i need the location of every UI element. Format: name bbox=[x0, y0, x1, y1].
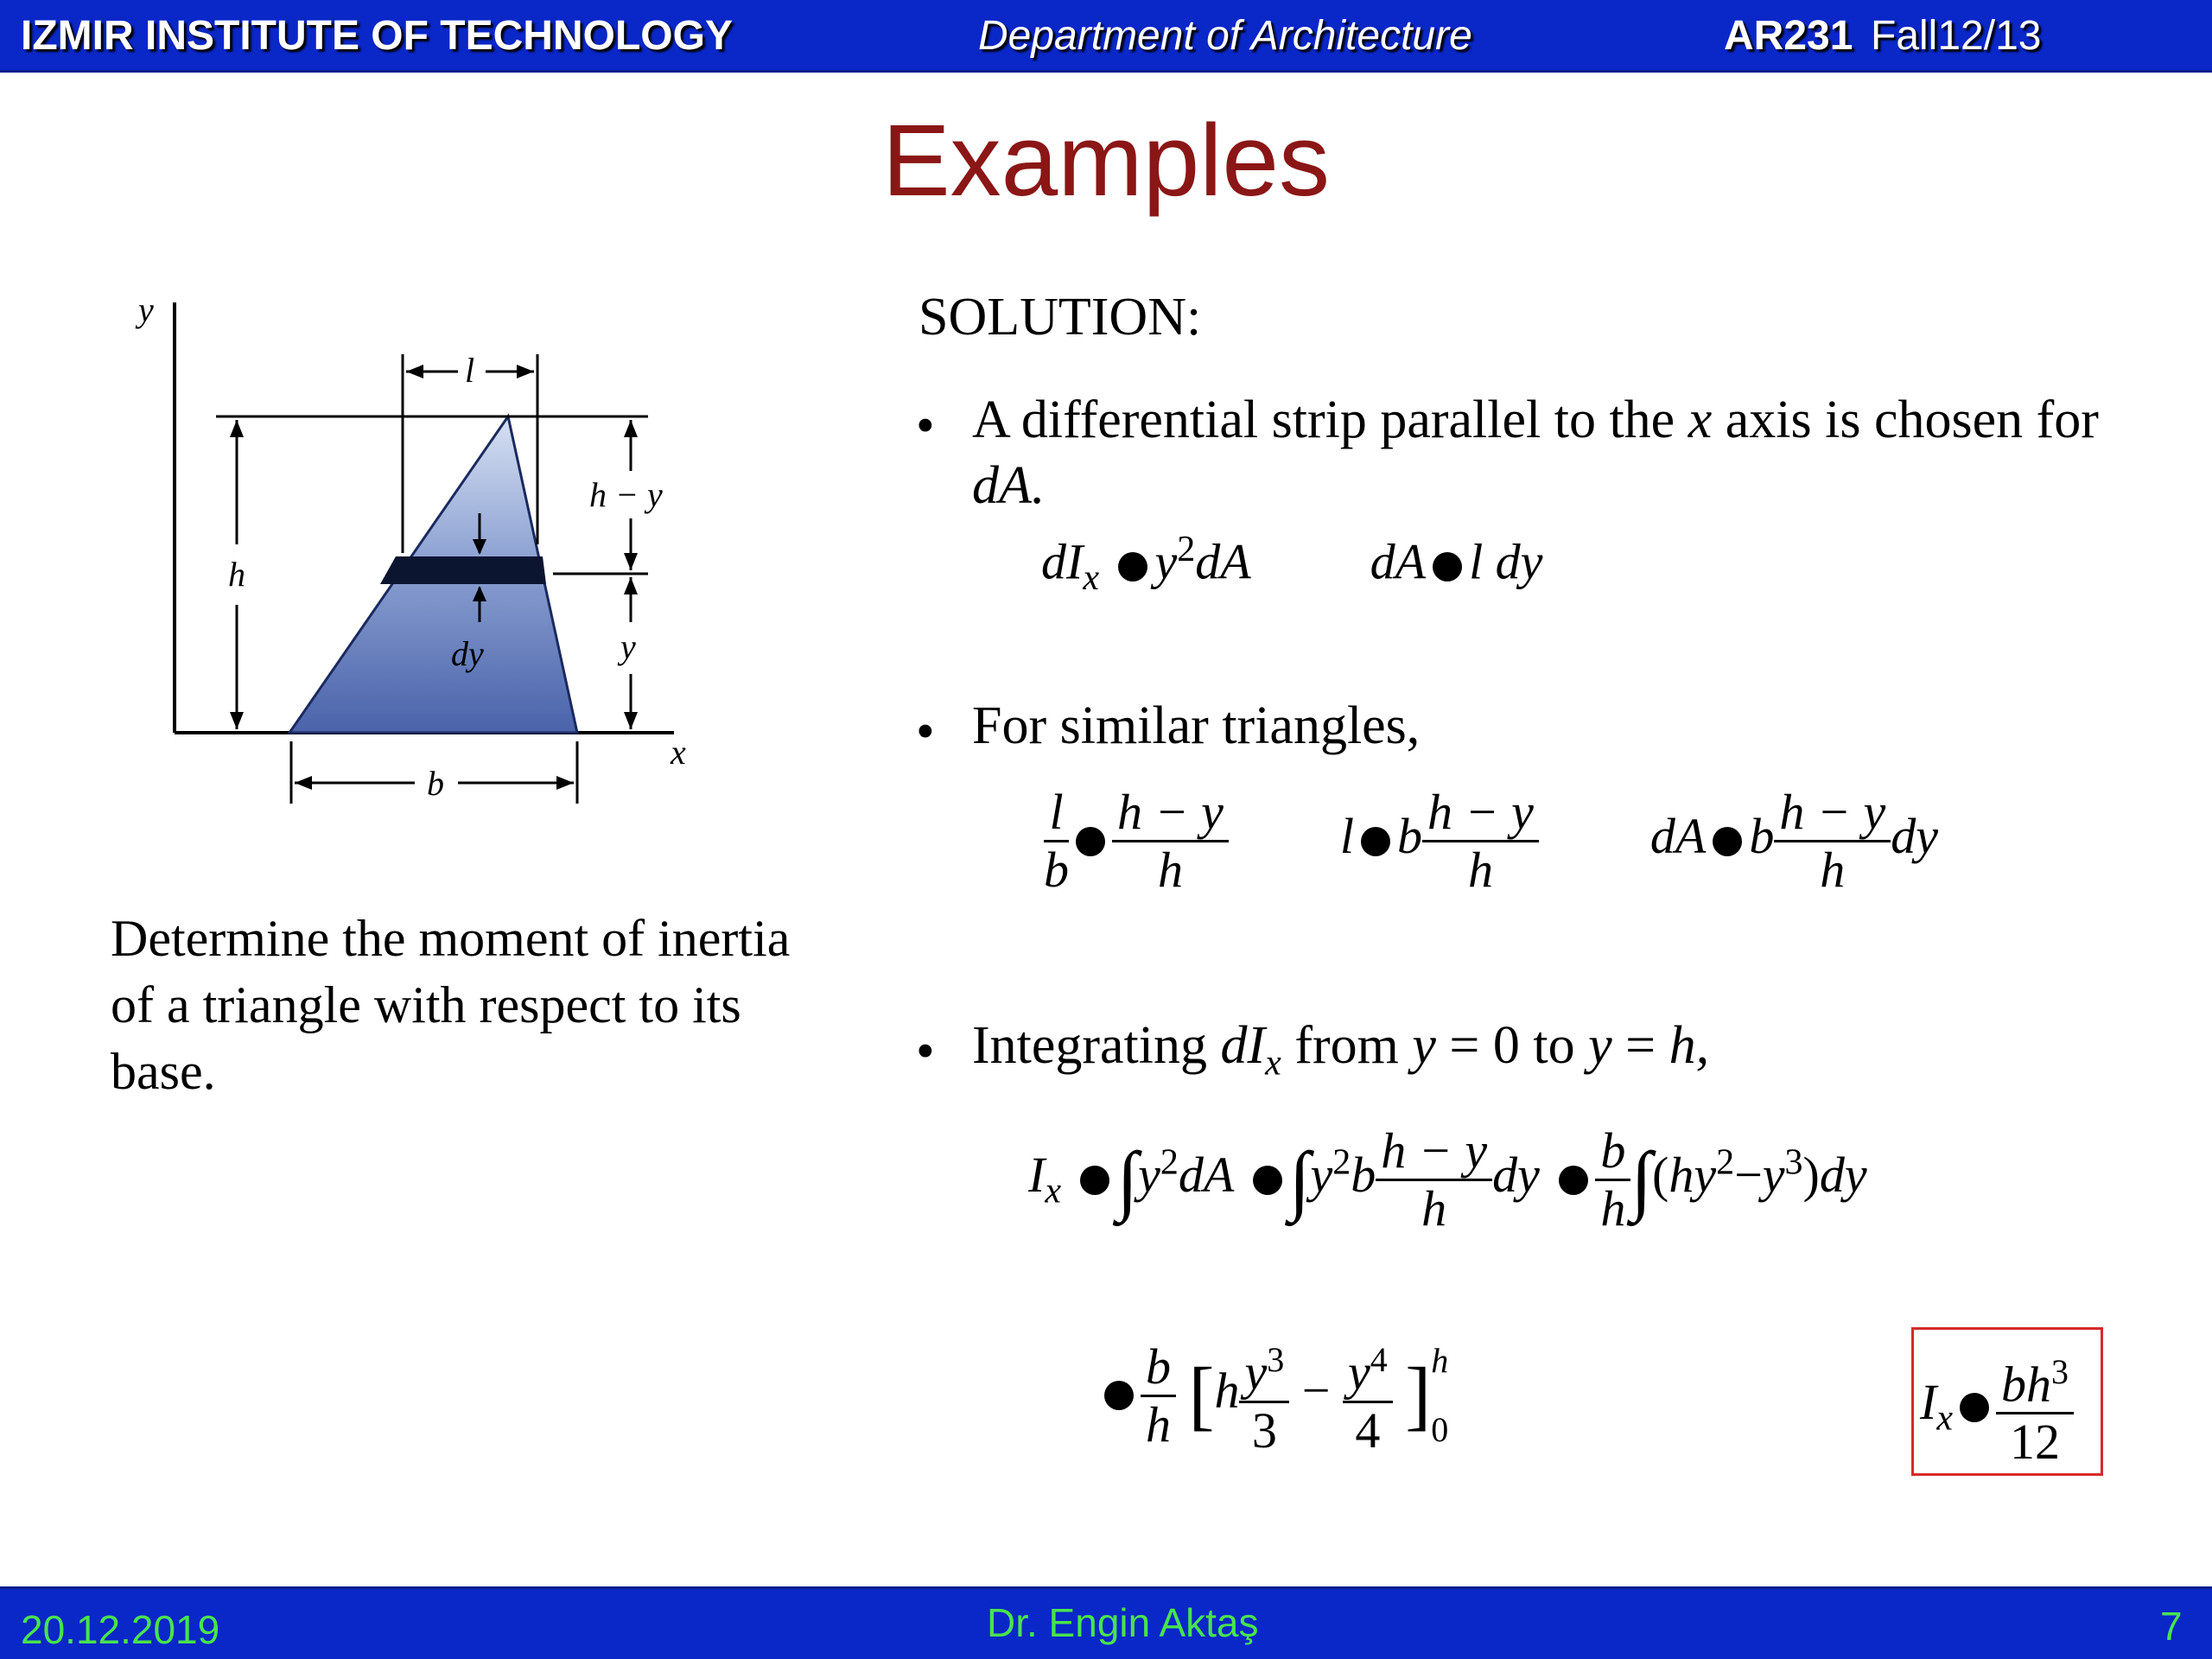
footer-page-number: 7 bbox=[2160, 1604, 2183, 1649]
course-code: AR231 bbox=[1724, 13, 1853, 59]
label-y-axis: y bbox=[138, 290, 154, 329]
bullet-3-marker: • bbox=[916, 1022, 935, 1081]
integral-sign: ∫ bbox=[1288, 1136, 1311, 1223]
equals-dot bbox=[1118, 552, 1147, 582]
differential-strip bbox=[380, 556, 546, 584]
triangle-figure-svg bbox=[0, 0, 778, 847]
label-l: l bbox=[465, 351, 475, 390]
integral-sign: ∫ bbox=[1630, 1136, 1652, 1223]
equation-1: $dI_x$ $y^2dA$ dA l dy bbox=[1041, 530, 1543, 598]
equation-3: $I_x$ $\int y^2dA$ $\int y^2b$ $\frac{h - y}{h}$ dy $\frac{b}{h}$ $\int(hy^2-y^3)dy$ bbox=[1028, 1122, 1867, 1236]
institute-name: IZMIR INSTITUTE OF TECHNOLOGY bbox=[21, 13, 733, 59]
equals-dot bbox=[1433, 552, 1462, 582]
footer-date: 20.12.2019 bbox=[21, 1607, 220, 1652]
bullet-2-marker: • bbox=[916, 702, 935, 761]
course-term: Fall12/13 bbox=[1871, 13, 2042, 59]
page-title: Examples bbox=[881, 104, 1331, 218]
problem-statement: Determine the moment of inertia of a triangle with respect to its base. bbox=[111, 910, 791, 1100]
label-h: h bbox=[228, 555, 245, 594]
bullet-3-text: Integrating $dI_x$ from y = 0 to y = h, bbox=[972, 1016, 1710, 1084]
label-y: y bbox=[620, 627, 636, 666]
label-h-minus-y: h − y bbox=[589, 475, 663, 514]
footer-author: Dr. Engin Aktaş bbox=[987, 1600, 1259, 1645]
integral-sign: ∫ bbox=[1116, 1136, 1139, 1223]
footer-bar bbox=[0, 1586, 2212, 1659]
bullet-1-marker: • bbox=[916, 397, 935, 455]
department-name: Department of Architecture bbox=[978, 13, 1472, 59]
bullet-2-text: For similar triangles, bbox=[972, 696, 1421, 755]
label-x-axis: x bbox=[671, 733, 686, 772]
label-b: b bbox=[427, 764, 444, 803]
equation-4: $\frac{b}{h}$ [h $\frac{y^3}{3}$ − $\frac{y^4}{4}$ ] h 0 bbox=[1097, 1326, 1448, 1465]
result-equation: $I_x$ $\frac{bh^3}{12}$ bbox=[1920, 1344, 2074, 1470]
label-dy: dy bbox=[451, 634, 484, 673]
solution-heading: SOLUTION: bbox=[918, 288, 1202, 346]
equation-2: $\frac{l}{b}$ $\frac{h - y}{h}$ l b $\frac{h - y}{h}$ dA b $\frac{h - y}{h}$ dy bbox=[1044, 784, 1938, 898]
bullet-1-text: A differential strip parallel to the x axis is chosen for dA. bbox=[972, 391, 2099, 515]
